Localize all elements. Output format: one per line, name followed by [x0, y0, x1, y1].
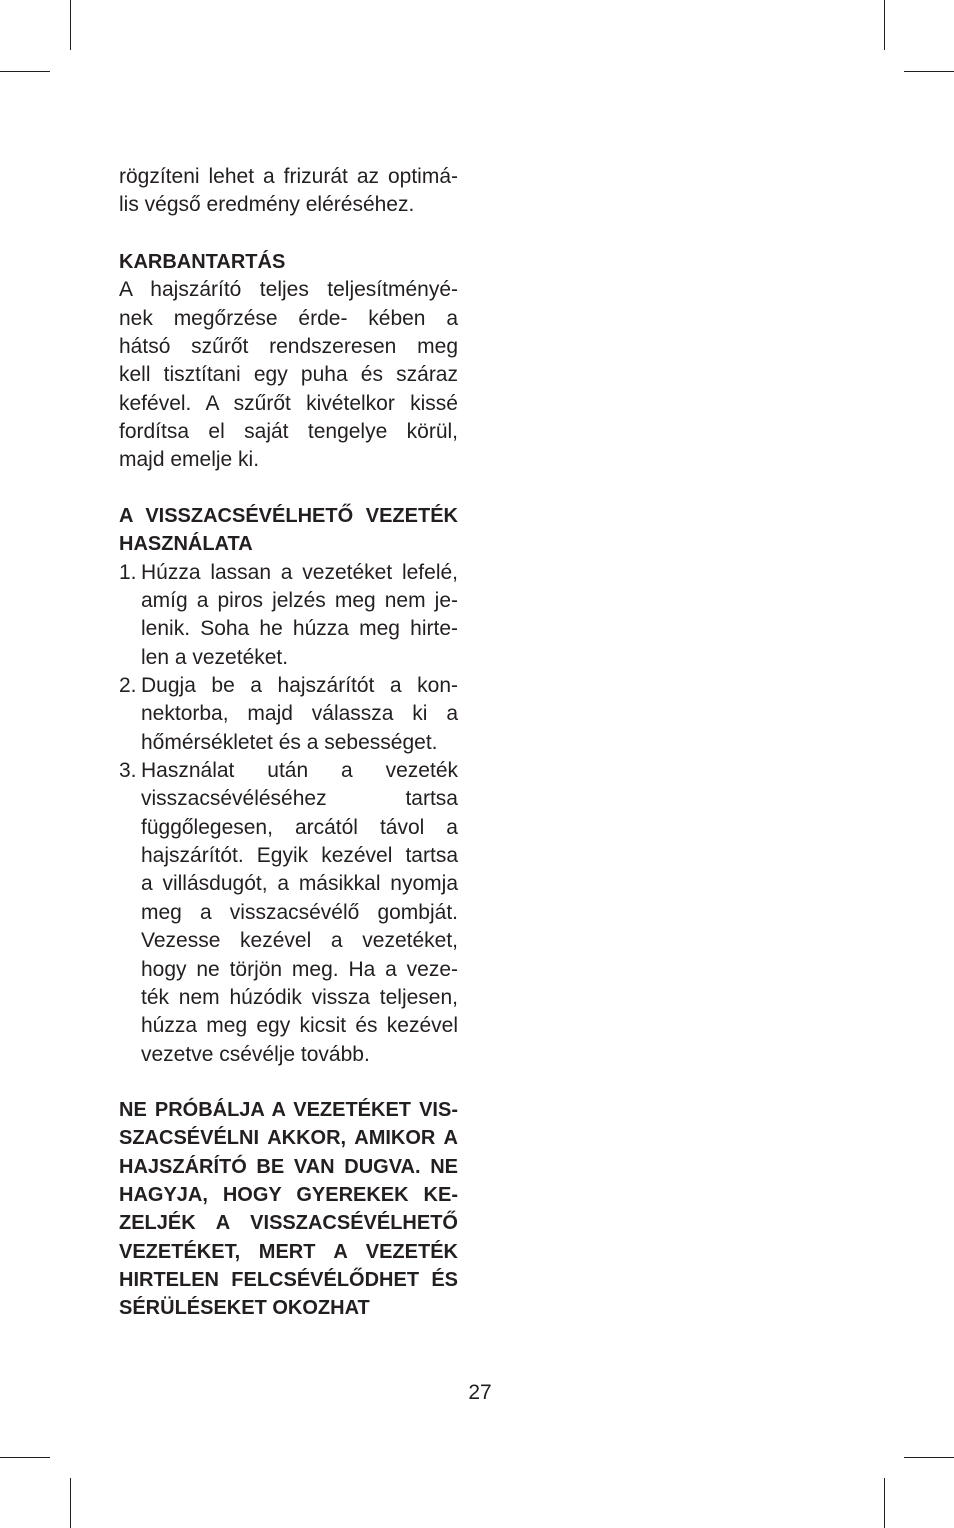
step-line: Vezesse kezével a vezetéket,	[141, 929, 458, 953]
step-line: ték nem húzódik vissza teljesen,	[141, 985, 458, 1009]
maintenance-line: kell tisztítani egy puha és száraz	[119, 363, 458, 387]
crop-mark-bottom-right-vertical	[884, 1478, 885, 1528]
step-number: 1.	[119, 560, 137, 584]
step-1	[119, 559, 458, 672]
warning-line: SZACSÉVÉLNI AKKOR, AMIKOR A	[119, 1127, 458, 1150]
step-line: nektorba, majd válassza ki a	[141, 702, 458, 726]
step-number: 3.	[119, 759, 137, 783]
warning-line: HAJSZÁRÍTÓ BE VAN DUGVA. NE	[119, 1155, 458, 1178]
crop-mark-bottom-left-vertical	[70, 1478, 71, 1528]
step-line: Dugja be a hajszárítót a kon-	[141, 674, 458, 698]
step-line: Húzza lassan a vezetéket lefelé,	[141, 560, 458, 584]
step-line: függőlegesen, arcától távol a	[141, 815, 458, 839]
cord-heading-line: HASZNÁLATA	[119, 533, 253, 556]
maintenance-line: fordítsa el saját tengelye körül,	[119, 420, 458, 444]
crop-mark-top-left-vertical	[70, 0, 71, 50]
step-line: amíg a piros jelzés meg nem je-	[141, 589, 458, 613]
maintenance-line: nek megőrzése érde- kében a	[119, 306, 458, 330]
intro-paragraph	[119, 163, 458, 220]
step-line: hajszárítót. Egyik kezével tartsa	[141, 844, 458, 868]
step-line: a villásdugót, a másikkal nyomja	[141, 872, 458, 896]
warning-line: ZELJÉK A VISSZACSÉVÉLHETŐ	[119, 1212, 458, 1235]
maintenance-line: hátsó szűrőt rendszeresen meg	[119, 335, 458, 359]
step-text	[141, 757, 458, 1069]
warning-paragraph	[119, 1096, 458, 1323]
crop-mark-top-left-horizontal	[0, 71, 50, 72]
step-line: visszacsévéléséhez tartsa	[141, 787, 458, 811]
step-line: len a vezetéket.	[141, 645, 289, 669]
crop-mark-bottom-right-horizontal	[904, 1457, 954, 1458]
page-number: 27	[468, 1381, 492, 1404]
step-line: húzza meg egy kicsit és kezével	[141, 1014, 458, 1038]
warning-line: SÉRÜLÉSEKET OKOZHAT	[119, 1297, 370, 1320]
maintenance-heading: KARBANTARTÁS	[119, 251, 286, 273]
step-2	[119, 672, 458, 757]
step-line: hőmérsékletet és a sebességet.	[141, 730, 438, 754]
step-line: Használat után a vezeték	[141, 759, 458, 783]
maintenance-line: A hajszárító teljes teljesítményé-	[119, 278, 458, 302]
step-line: lenik. Soha he húzza meg hirte-	[141, 617, 458, 641]
intro-line: rögzíteni lehet a frizurát az optimá-	[119, 165, 458, 188]
step-text	[141, 559, 458, 672]
step-3	[119, 757, 458, 1069]
maintenance-section	[119, 248, 458, 475]
warning-line: VEZETÉKET, MERT A VEZETÉK	[119, 1240, 458, 1263]
cord-section	[119, 502, 458, 1069]
maintenance-line: majd emelje ki.	[119, 448, 260, 472]
crop-mark-bottom-left-horizontal	[0, 1457, 50, 1458]
maintenance-line: kefével. A szűrőt kivételkor kissé	[119, 391, 458, 415]
warning-line: HIRTELEN FELCSÉVÉLŐDHET ÉS	[119, 1269, 458, 1292]
step-line: meg a visszacsévélő gombját.	[141, 900, 458, 924]
step-line: vezetve csévélje tovább.	[141, 1042, 370, 1066]
crop-mark-top-right-horizontal	[904, 71, 954, 72]
warning-line: NE PRÓBÁLJA A VEZETÉKET VIS-	[119, 1099, 458, 1121]
step-line: hogy ne törjön meg. Ha a veze-	[141, 957, 458, 981]
step-text	[141, 672, 458, 757]
crop-mark-top-right-vertical	[884, 0, 885, 50]
step-number: 2.	[119, 674, 137, 698]
cord-heading-line: A VISSZACSÉVÉLHETŐ VEZETÉK	[119, 505, 458, 527]
warning-line: HAGYJA, HOGY GYEREKEK KE-	[119, 1184, 458, 1207]
intro-line: lis végső eredmény eléréséhez.	[119, 193, 415, 217]
